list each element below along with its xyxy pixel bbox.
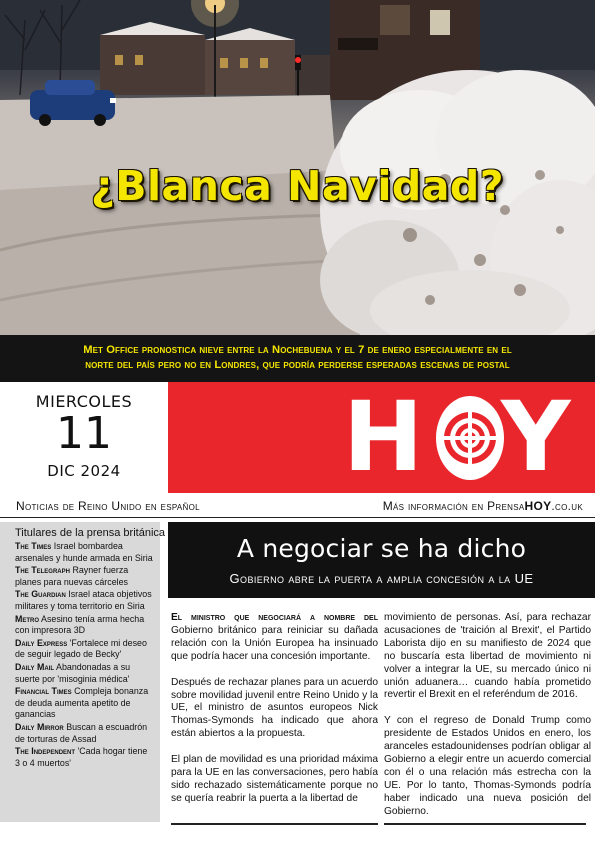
sidebar-item-source: Metro xyxy=(15,613,40,624)
article-column-2 xyxy=(384,612,591,832)
website-prefix: Más información en Prensa xyxy=(382,499,525,513)
sidebar-item xyxy=(15,746,154,769)
sidebar-item-text: Israel bombardea arsenales y hunde armada en Siria xyxy=(15,541,153,563)
headlines-sidebar xyxy=(0,522,166,822)
month-year: DIC 2024 xyxy=(47,462,121,480)
sidebar-item-text: 'Cada hogar tiene 3 o 4 muertos' xyxy=(15,746,148,768)
sidebar-item-text: Abandonadas a su suerte por 'misoginia médica' xyxy=(15,661,131,684)
subheadline-line-2: norte del país pero no en Londres, que podría perderse esperadas escenas de postal xyxy=(85,359,510,371)
sidebar-item xyxy=(15,662,154,685)
sidebar-item-text: Compleja bonanza de deuda aumenta apetito de ganancias xyxy=(15,686,149,720)
website-brand: HOY xyxy=(524,499,552,513)
strapline-website[interactable] xyxy=(383,499,583,513)
sidebar-item-source: The Guardian xyxy=(15,589,66,600)
column-2-rule xyxy=(384,823,586,825)
column-1-rule xyxy=(171,823,378,825)
sidebar-item-text: 'Fortalece mi deseo de seguir legado de Becky' xyxy=(15,637,147,660)
sidebar-item-source: The Times xyxy=(15,541,52,551)
sidebar-item xyxy=(15,722,154,745)
article-paragraph: movimiento de personas. Así, para rechazar acusaciones de 'traición al Brexit', el Partido Laborista dijo en su manifiesto de 2024 que no buscaría esta libertad de movimiento ni volver a integrar la UE, su mercado único ni unión aduanera… cuando había prometido revertir el Brexit en el referéndum de 2016. xyxy=(384,612,591,701)
sidebar-item xyxy=(15,565,154,588)
sidebar-item-source: The Telegraph xyxy=(15,565,70,576)
lead-article-banner xyxy=(168,522,595,598)
article-lead-in: El ministro que negociará a nombre del xyxy=(171,612,378,623)
day-of-week: MIERCOLES xyxy=(35,392,133,411)
strapline xyxy=(0,493,595,518)
article-paragraph: Y con el regreso de Donald Trump como presidente de Estados Unidos en enero, los aranceles estadounidenses podrían obligar al Gobierno a elegir entre un acuerdo comercial con él o una relación más estrecha con la UE. Por lo tanto, Thomas-Symonds podría haber indicado una nueva posición del Gobierno. xyxy=(384,715,591,817)
article-paragraph: Después de rechazar planes para un acuerdo sobre movilidad juvenil entre Reino Unido y la UE, el ministro de asuntos europeos Nick Thomas-Symonds ha indicado que ahora están abiertos a la propuesta. xyxy=(171,676,378,740)
sidebar-item-source: Daily Mirror xyxy=(15,721,64,732)
sidebar-item xyxy=(15,686,154,721)
sidebar-title: Titulares de la prensa británica xyxy=(15,527,166,539)
lead-article-subtitle: Gobierno abre la puerta a amplia concesión a la UE xyxy=(229,571,534,586)
sidebar-item xyxy=(15,541,154,564)
sidebar-item xyxy=(15,638,154,661)
subheadline-line-1: Met Office pronostica nieve entre la Nochebuena y el 7 de enero especialmente en el xyxy=(83,344,512,356)
article-paragraph: El plan de movilidad es una prioridad máxima para la UE en las conversaciones, pero había sido rechazado sistemáticamente porque no se quería reabrir la puerta a la libertad de xyxy=(171,754,378,804)
sidebar-item xyxy=(15,589,154,612)
date-box xyxy=(0,382,168,493)
hero-headline: ¿Blanca Navidad? xyxy=(90,162,505,210)
subheadline-band xyxy=(0,335,595,382)
sidebar-item-source: The Independent xyxy=(15,746,76,757)
strapline-tagline: Noticias de Reino Unido en español xyxy=(16,499,200,513)
lead-article-title: A negociar se ha dicho xyxy=(236,534,527,563)
article-text: Gobierno británico para reiniciar su dañada relación con la Unión Europea ha insinuado que podría hacer una concesión importante. xyxy=(171,624,378,662)
logo-letter-y: Y xyxy=(501,382,571,493)
website-suffix: .co.uk xyxy=(551,499,583,513)
logo-letter-h: H xyxy=(343,382,424,493)
hero-photo xyxy=(0,0,595,335)
day-number: 11 xyxy=(56,408,112,459)
article-column-1 xyxy=(171,612,378,819)
target-icon xyxy=(435,395,505,481)
sidebar-item-text: Buscan a escuadrón de torturas de Assad xyxy=(15,721,148,744)
masthead-logo xyxy=(168,382,595,493)
sidebar-item-source: Financial Times xyxy=(15,686,72,697)
sidebar-item-text: Israel ataca objetivos militares y toma territorio en Siria xyxy=(15,589,152,611)
sidebar-item-text: Asesino tenía arma hecha con impresora 3D xyxy=(15,613,145,636)
sidebar-item-source: Daily Express xyxy=(15,637,68,648)
sidebar-item-text: Rayner fuerza planes para nuevas cárceles xyxy=(15,565,129,587)
sidebar-item-source: Daily Mail xyxy=(15,661,55,672)
sidebar-item xyxy=(15,614,154,637)
article-paragraph xyxy=(171,612,378,664)
